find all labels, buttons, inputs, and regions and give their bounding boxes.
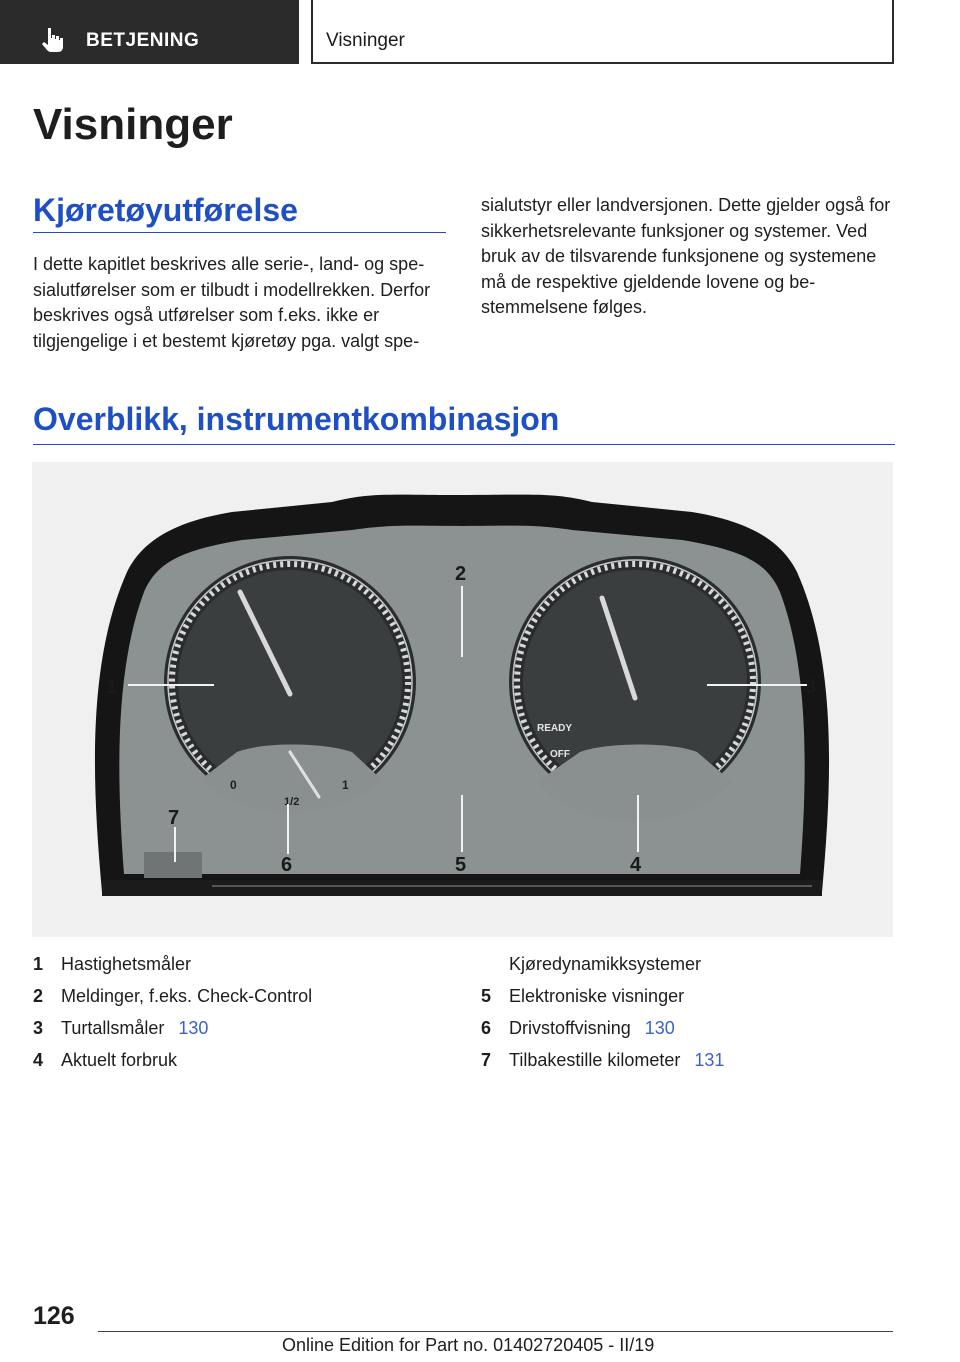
hand-pointer-icon	[40, 26, 66, 52]
legend-number: 3	[33, 1017, 44, 1038]
section-tab-label: BETJENING	[86, 30, 200, 51]
legend-text: Kjøredynamikksystemer	[509, 953, 702, 974]
edition-footer: Online Edition for Part no. 01402720405 - II/19	[282, 1335, 655, 1355]
legend-item	[33, 948, 453, 980]
callout-4: 4	[630, 854, 642, 876]
legend-right	[481, 948, 901, 1076]
section-title-vehicle-version: Kjøretøyutførelse	[33, 192, 446, 233]
callout-2: 2	[455, 563, 467, 585]
legend-text: Turtallsmåler	[61, 1017, 165, 1038]
legend-number: 6	[481, 1017, 492, 1038]
chapter-tab-label: Visninger	[326, 30, 405, 51]
legend-left	[33, 948, 453, 1076]
legend-text: Elektroniske visninger	[509, 985, 685, 1006]
callout-1: 1	[106, 676, 118, 698]
legend-text: Drivstoffvisning	[509, 1017, 631, 1038]
legend-number: 5	[481, 985, 492, 1006]
cluster-bottom-strip	[102, 880, 822, 896]
legend-item	[481, 1044, 901, 1076]
legend-text: Tilbakestille kilometer	[509, 1049, 681, 1070]
page-reference-link[interactable]: 130	[644, 1017, 675, 1038]
body-text-right: sialutstyr eller landversjonen. Dette gjelder også for sikkerhetsrelevante funksjoner og systemer. Ved bruk av de tilsvarende funksjonene og systemene må de respektive gjeldende lovene og bestemmelsene følges.	[481, 195, 891, 317]
tachometer-gauge	[509, 556, 761, 822]
legend-item	[481, 948, 901, 980]
legend-text: Hastighetsmåler	[61, 953, 192, 974]
body-text-left: I dette kapitlet beskrives alle serie-, land- og spesialutførelser som er tilbudt i modellrekken. Derfor beskrives også utførelser som f.eks. ikke er tilgjengelige i et bestemt kjøretøy pga. valgt spe-	[33, 254, 431, 351]
page-reference-link[interactable]: 131	[694, 1049, 725, 1070]
legend-item	[33, 1044, 453, 1076]
chapter-tab[interactable]	[311, 0, 894, 64]
legend-number: 2	[33, 985, 44, 1006]
fuel-label-zero: 0	[230, 778, 237, 792]
legend-item	[481, 1012, 901, 1044]
off-label: OFF	[550, 749, 570, 760]
callout-3: 3	[805, 676, 817, 698]
instrument-cluster-figure	[32, 462, 893, 937]
page-reference-link[interactable]: 130	[178, 1017, 209, 1038]
legend-number: 1	[33, 953, 44, 974]
reset-button	[144, 852, 202, 878]
callout-7: 7	[168, 807, 180, 829]
legend-text: Meldinger, f.eks. Check-Control	[61, 985, 313, 1006]
cluster-bottom-line	[212, 885, 812, 887]
legend-text: Aktuelt forbruk	[61, 1049, 178, 1070]
callout-6: 6	[281, 854, 293, 876]
callout-5: 5	[455, 854, 467, 876]
legend-item	[481, 980, 901, 1012]
legend-item	[33, 980, 453, 1012]
instrument-cluster-illustration	[32, 462, 893, 937]
fuel-label-one: 1	[342, 778, 349, 792]
ready-label: READY	[537, 723, 573, 734]
legend-number: 4	[33, 1049, 44, 1070]
section-tab[interactable]	[0, 0, 299, 64]
page-number: 126	[33, 1302, 75, 1330]
page-header	[0, 0, 960, 66]
section-title-instrument-cluster: Overblikk, instrumentkombinasjon	[33, 401, 895, 445]
legend-item	[33, 1012, 453, 1044]
page-title: Visninger	[33, 100, 233, 149]
legend-number: 7	[481, 1049, 492, 1070]
fuel-label-half: 1/2	[284, 796, 300, 808]
footer-divider	[98, 1331, 893, 1332]
